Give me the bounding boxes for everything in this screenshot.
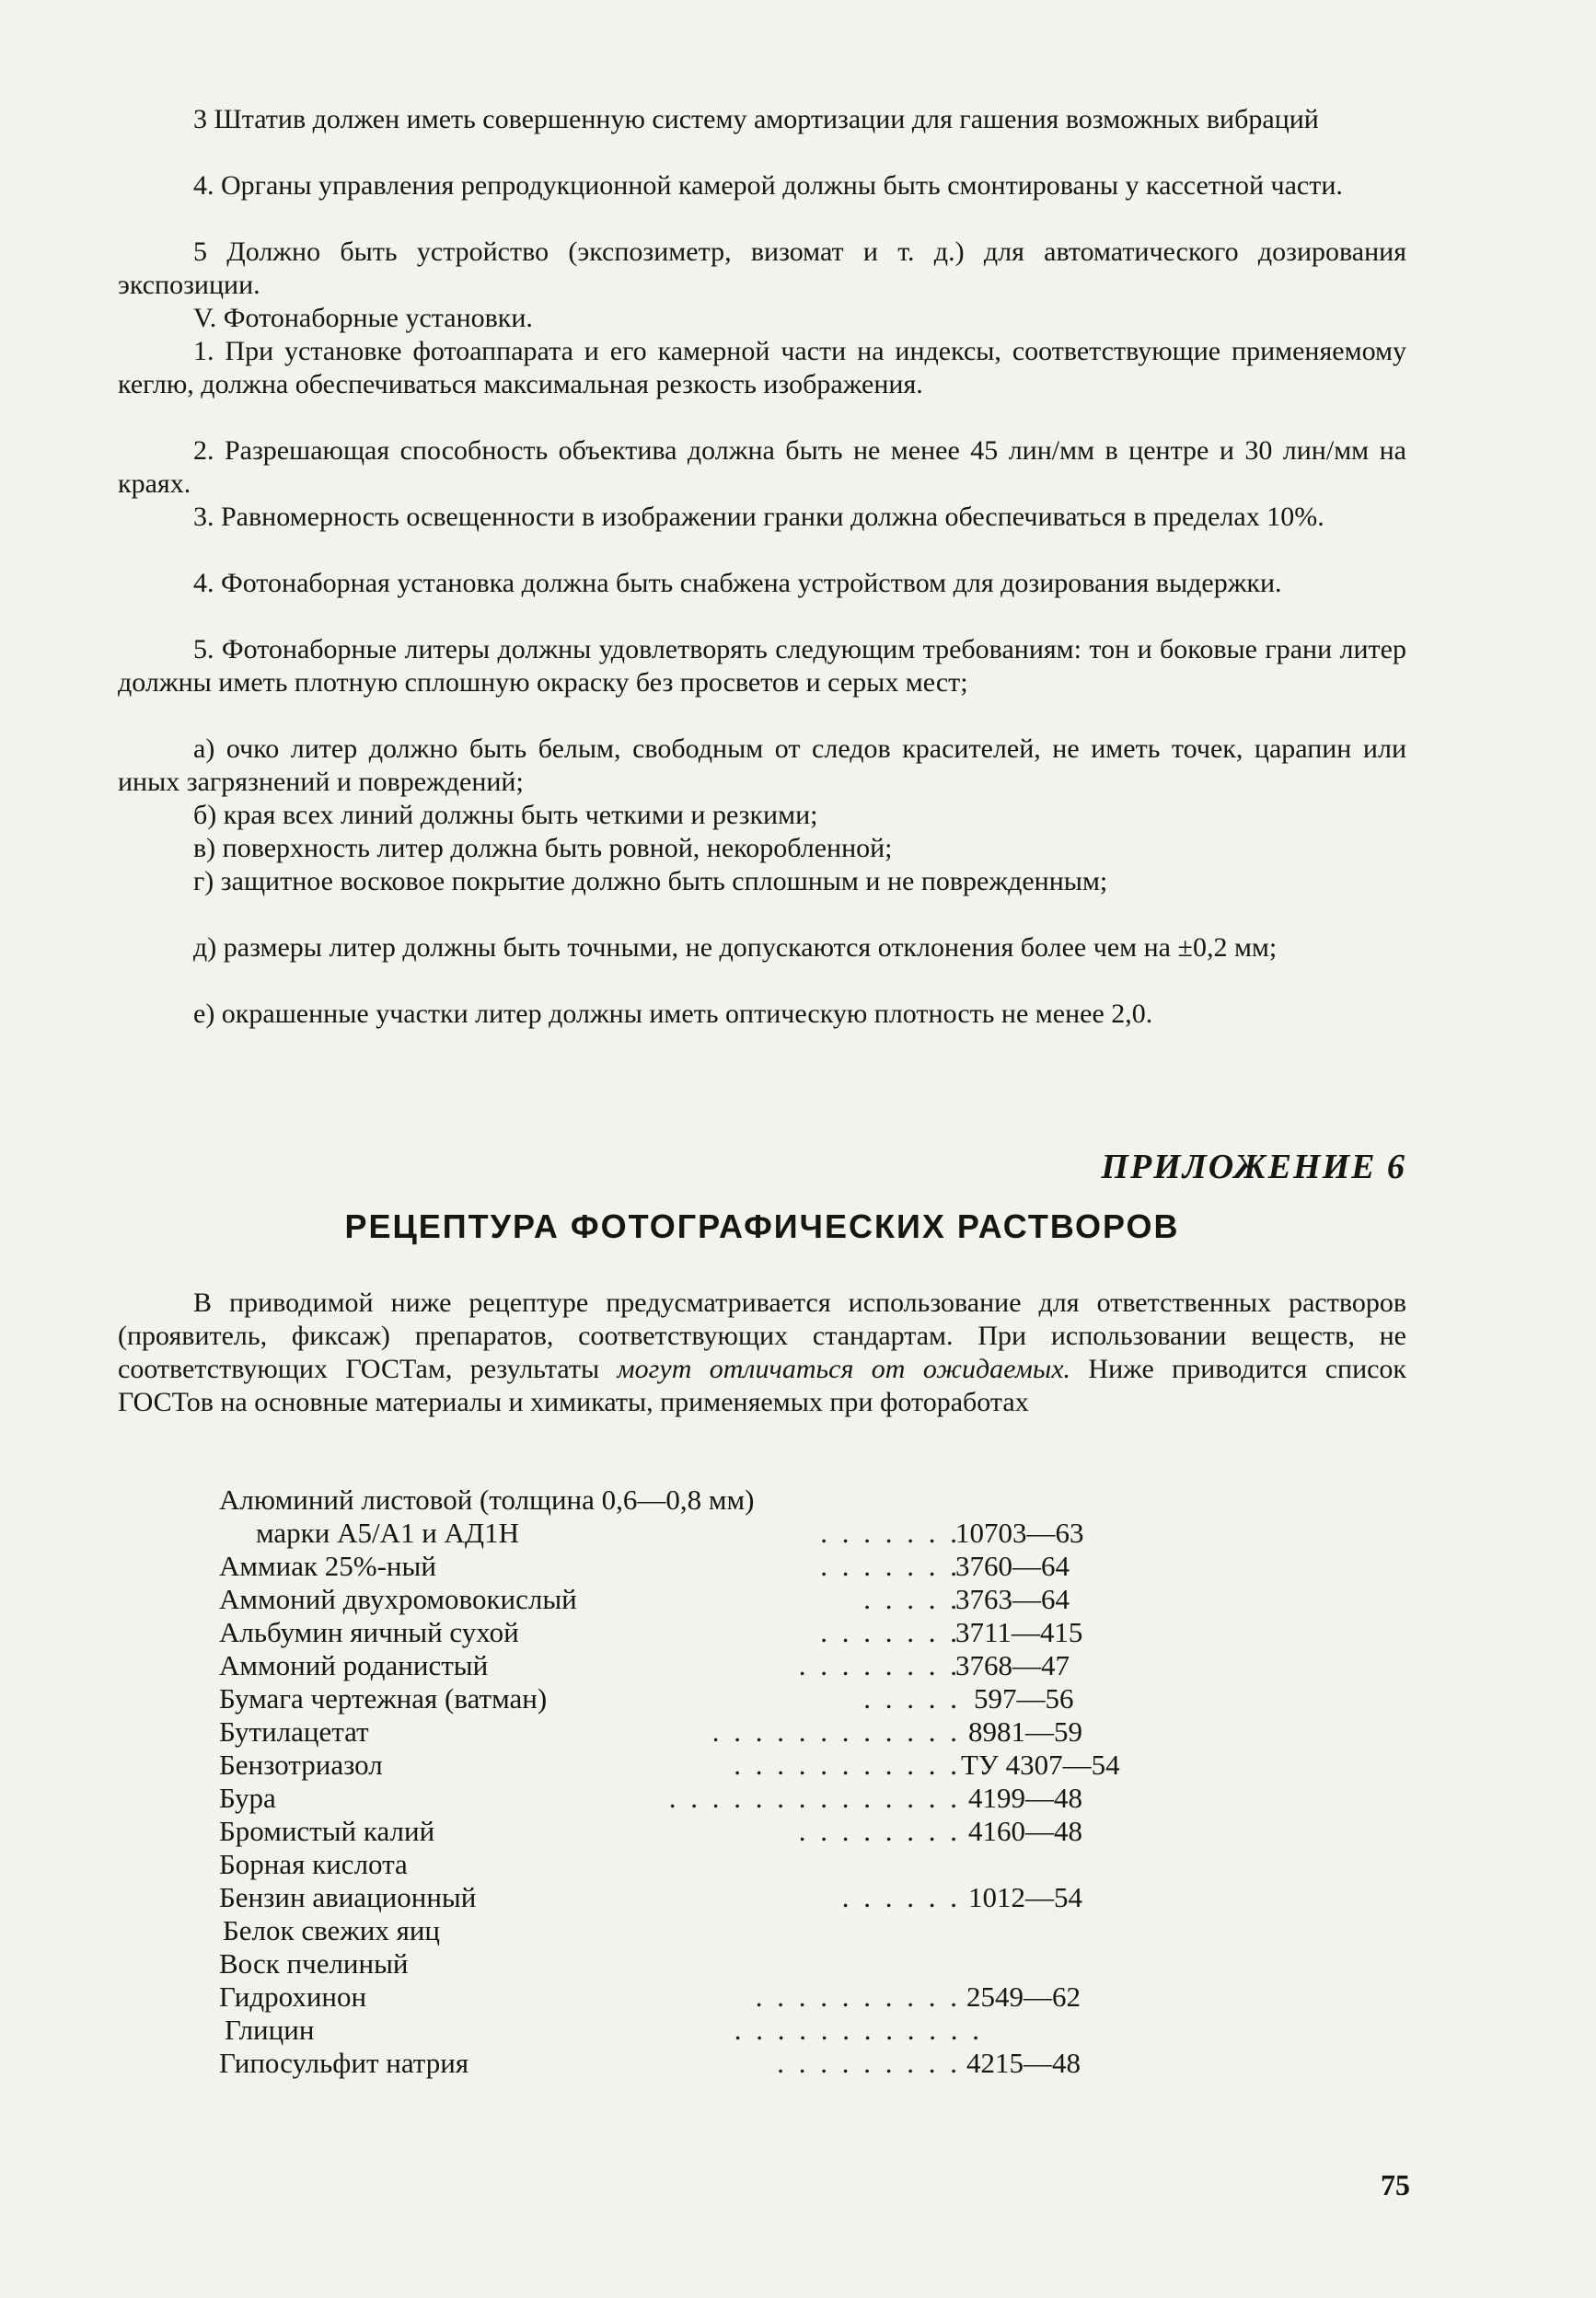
leader-dots: . . . . . . . xyxy=(820,1550,961,1582)
paragraph-letter-requirements: 5. Фотонаборные литеры должны удовлетворять следующим требованиям: тон и боковые грани литер должны иметь плотную сплошную окраску без просветов и серых мест; xyxy=(118,634,1406,698)
material-name: Альбумин яичный сухой xyxy=(219,1616,519,1648)
paragraph-shtativ: 3 Штатив должен иметь совершенную систему амортизации для гашения возможных вибраций xyxy=(193,104,1319,134)
material-code: 597—56 xyxy=(974,1682,1074,1715)
material-code: 3760—64 xyxy=(955,1550,1070,1582)
leader-dots: . . . . . . . . . xyxy=(777,2047,961,2079)
paragraph-sharpness: 1. При установке фотоаппарата и его камерной части на индексы, соответствующие применяемому кеглю, должна обеспечиваться максимальная резкость изображения. xyxy=(118,336,1406,399)
page-title: РЕЦЕПТУРА ФОТОГРАФИЧЕСКИХ РАСТВОРОВ xyxy=(344,1207,1180,1245)
material-name: Аммоний роданистый xyxy=(219,1649,489,1681)
paragraph-exposure-dosing: 4. Фотонаборная установка должна быть снабжена устройством для дозирования выдержки. xyxy=(193,568,1282,598)
list-item xyxy=(219,2047,1232,2080)
intro-italic: могут отличаться от ожидаемых. xyxy=(617,1354,1071,1384)
material-name: Бензин авиационный xyxy=(219,1881,477,1913)
material-code: 3711—415 xyxy=(955,1616,1083,1648)
leader-dots: . . . . . . . . . . . . xyxy=(734,2014,983,2046)
leader-dots: . . . . . . . xyxy=(820,1616,961,1648)
material-name: Борная кислота xyxy=(219,1848,408,1880)
material-name: Глицин xyxy=(225,2014,315,2046)
material-name: Бура xyxy=(219,1782,276,1814)
leader-dots: . . . . . . . . . . . . . . xyxy=(668,1782,961,1814)
list-item-b: б) края всех линий должны быть четкими и резкими; xyxy=(193,800,818,830)
material-name: Бумага чертежная (ватман) xyxy=(219,1682,548,1715)
leader-dots: . . . . . xyxy=(863,1682,961,1715)
list-item-g: г) защитное восковое покрытие должно быть сплошным и не поврежденным; xyxy=(193,866,1108,896)
list-item xyxy=(219,1682,1232,1715)
material-code: 1012—54 xyxy=(968,1881,1082,1913)
material-name: Бензотриазол xyxy=(219,1749,383,1781)
material-name: Аммоний двухромовокислый xyxy=(219,1583,577,1615)
material-name: Алюминий листовой (толщина 0,6—0,8 мм) xyxy=(219,1484,755,1516)
leader-dots: . . . . . . . xyxy=(820,1517,961,1549)
list-item xyxy=(219,1649,1232,1682)
material-name: марки А5/А1 и АД1Н xyxy=(256,1517,519,1549)
material-code: 8981—59 xyxy=(968,1715,1082,1748)
paragraph-exposure-device: 5 Должно быть устройство (экспозиметр, визомат и т. д.) для автоматического дозирования экспозиции. xyxy=(118,237,1406,300)
material-name: Гидрохинон xyxy=(219,1980,367,2013)
appendix-label: ПРИЛОЖЕНИЕ 6 xyxy=(1101,1148,1406,1186)
material-name: Бромистый калий xyxy=(219,1815,435,1847)
material-code: 3768—47 xyxy=(955,1649,1070,1681)
material-name: Аммиак 25%-ный xyxy=(219,1550,436,1582)
leader-dots: . . . . . xyxy=(863,1583,961,1615)
material-code: 2549—62 xyxy=(966,1980,1081,2013)
list-item xyxy=(219,1583,1232,1616)
list-item xyxy=(219,1749,1232,1782)
paragraph-illumination: 3. Равномерность освещенности в изображении гранки должна обеспечиваться в пределах 10%. xyxy=(193,502,1324,532)
leader-dots: . . . . . . . . . . . xyxy=(734,1749,961,1781)
intro-paragraph xyxy=(118,1287,1406,1419)
list-item xyxy=(219,1881,1232,1914)
material-code: ТУ 4307—54 xyxy=(961,1749,1120,1781)
leader-dots: . . . . . . . . xyxy=(798,1815,961,1847)
page-number: 75 xyxy=(1381,2168,1410,2201)
list-item xyxy=(219,1782,1232,1815)
material-code: 4215—48 xyxy=(966,2047,1081,2079)
list-item xyxy=(219,1947,1232,1980)
list-item xyxy=(219,1715,1232,1749)
leader-dots: . . . . . . . . . . xyxy=(755,1980,961,2013)
materials-list xyxy=(219,1484,1232,2080)
intro-text-1: В приводимой ниже рецептуре предусматривается использование для ответственных растворов (проявитель, фиксаж) препаратов, соответствующих стандартам. При использовании веществ, не соответствующих ГОСТам, результаты xyxy=(118,1288,1406,1384)
list-item xyxy=(219,1848,1232,1881)
list-item xyxy=(219,1517,1232,1550)
paragraph-resolution: 2. Разрешающая способность объектива должна быть не менее 45 лин/мм в центре и 30 лин/мм на краях. xyxy=(118,435,1406,499)
list-item xyxy=(219,1914,1232,1947)
leader-dots: . . . . . . . . . . . . xyxy=(711,1715,961,1748)
material-code: 10703—63 xyxy=(955,1517,1084,1549)
material-name: Белок свежих яиц xyxy=(223,1914,441,1946)
list-item xyxy=(219,1980,1232,2014)
section-heading-phototypesetting: V. Фотонаборные установки. xyxy=(193,303,533,333)
material-code: 4160—48 xyxy=(968,1815,1082,1847)
list-item xyxy=(219,1616,1232,1649)
list-item-e: е) окрашенные участки литер должны иметь оптическую плотность не менее 2,0. xyxy=(193,999,1153,1029)
material-name: Бутилацетат xyxy=(219,1715,369,1748)
list-item xyxy=(219,1484,1232,1517)
list-item-a: а) очко литер должно быть белым, свободным от следов красителей, не иметь точек, царапин или иных загрязнений и повреждений; xyxy=(118,733,1406,797)
list-item xyxy=(219,2014,1232,2047)
list-item-d: д) размеры литер должны быть точными, не допускаются отклонения более чем на ±0,2 мм; xyxy=(193,932,1278,963)
leader-dots: . . . . . . xyxy=(841,1881,961,1913)
material-name: Гипосульфит натрия xyxy=(219,2047,469,2079)
list-item xyxy=(219,1550,1232,1583)
list-item xyxy=(219,1815,1232,1848)
paragraph-controls: 4. Органы управления репродукционной камерой должны быть смонтированы у кассетной части. xyxy=(193,170,1343,201)
material-name: Воск пчелиный xyxy=(219,1947,409,1980)
material-code: 4199—48 xyxy=(968,1782,1082,1814)
material-code: 3763—64 xyxy=(955,1583,1070,1615)
list-item-v: в) поверхность литер должна быть ровной, некоробленной; xyxy=(193,833,893,863)
intro-text-2: Ниже приводится список ГОСТов на основные материалы и химикаты, применяемых при фотоработах xyxy=(118,1354,1407,1417)
leader-dots: . . . . . . . . xyxy=(798,1649,961,1681)
